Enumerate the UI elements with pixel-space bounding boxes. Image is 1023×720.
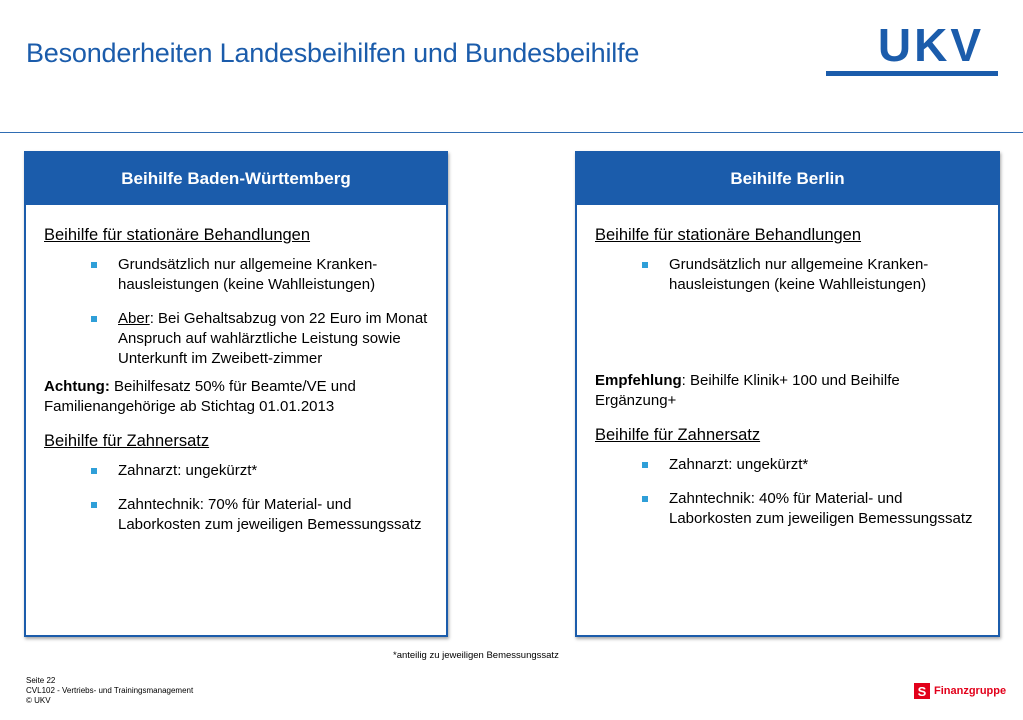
section-heading-dental: Beihilfe für Zahnersatz <box>595 426 761 444</box>
bullet-square-icon <box>91 316 97 322</box>
bullet-list <box>595 455 998 529</box>
bullet-text: : Bei Gehaltsabzug von 22 Euro im Monat Anspruch auf wahlärztliche Leistung sowie Unterkunft im Zweibett-zimmer <box>118 310 428 367</box>
footer-info <box>26 676 193 706</box>
ukv-logo <box>826 19 998 76</box>
bullet-text: Zahnarzt: ungekürzt* <box>118 462 258 479</box>
section-heading-stationary: Beihilfe für stationäre Behandlungen <box>595 226 862 244</box>
list-item <box>595 455 998 475</box>
logo-text: UKV <box>877 19 984 71</box>
note-label: Achtung: <box>44 378 110 395</box>
bullet-square-icon <box>642 262 648 268</box>
brand-text: Finanzgruppe <box>934 685 1007 697</box>
list-item <box>595 489 998 529</box>
bullet-list <box>44 461 446 535</box>
bullet-square-icon <box>91 468 97 474</box>
copyright: © UKV <box>26 696 51 705</box>
page-title: Besonderheiten Landesbeihilfen und Bundesbeihilfe <box>26 38 640 68</box>
header-divider <box>0 132 1023 133</box>
panel-header: Beihilfe Baden-Württemberg <box>26 153 446 205</box>
section-heading-stationary: Beihilfe für stationäre Behandlungen <box>44 226 311 244</box>
recommendation-paragraph <box>595 371 998 411</box>
bullet-list <box>595 255 998 295</box>
finanzgruppe-brand <box>914 683 1006 699</box>
bullet-text: Grundsätzlich nur allgemeine Kranken-hausleistungen (keine Wahlleistungen) <box>118 256 378 293</box>
bullet-list <box>44 255 446 369</box>
panel-berlin <box>575 151 1000 637</box>
bullet-square-icon <box>91 502 97 508</box>
bullet-square-icon <box>91 262 97 268</box>
list-item <box>595 255 998 295</box>
logo-underline <box>826 71 998 76</box>
course-name: CVL102 - Vertriebs- und Trainingsmanagement <box>26 686 194 695</box>
panel-body <box>577 205 998 529</box>
note-text: Beihilfesatz 50% für Beamte/VE und Familienangehörige ab Stichtag 01.01.2013 <box>44 378 356 415</box>
section-heading-dental: Beihilfe für Zahnersatz <box>44 432 210 450</box>
sparkasse-s-icon: S <box>914 683 930 699</box>
recommendation-text: : Beihilfe Klinik+ 100 und Beihilfe Ergänzung+ <box>595 372 900 409</box>
note-paragraph <box>44 377 446 417</box>
bullet-text: Zahnarzt: ungekürzt* <box>669 456 809 473</box>
list-item <box>44 461 446 481</box>
bullet-square-icon <box>642 462 648 468</box>
bullet-label: Aber <box>118 310 150 327</box>
panel-header: Beihilfe Berlin <box>577 153 998 205</box>
list-item <box>44 255 446 295</box>
bullet-text: Zahntechnik: 70% für Material- und Laborkosten zum jeweiligen Bemessungssatz <box>118 496 422 533</box>
bullet-text: Grundsätzlich nur allgemeine Kranken-hausleistungen (keine Wahlleistungen) <box>669 256 929 293</box>
list-item <box>44 495 446 535</box>
list-item <box>44 309 446 369</box>
page-number: Seite 22 <box>26 676 56 685</box>
bullet-square-icon <box>642 496 648 502</box>
footnote: *anteilig zu jeweiligen Bemessungssatz <box>393 650 559 661</box>
panel-baden-wuerttemberg <box>24 151 448 637</box>
bullet-text: Zahntechnik: 40% für Material- und Laborkosten zum jeweiligen Bemessungssatz <box>669 490 973 527</box>
panel-body <box>26 205 446 535</box>
recommendation-label: Empfehlung <box>595 372 682 389</box>
